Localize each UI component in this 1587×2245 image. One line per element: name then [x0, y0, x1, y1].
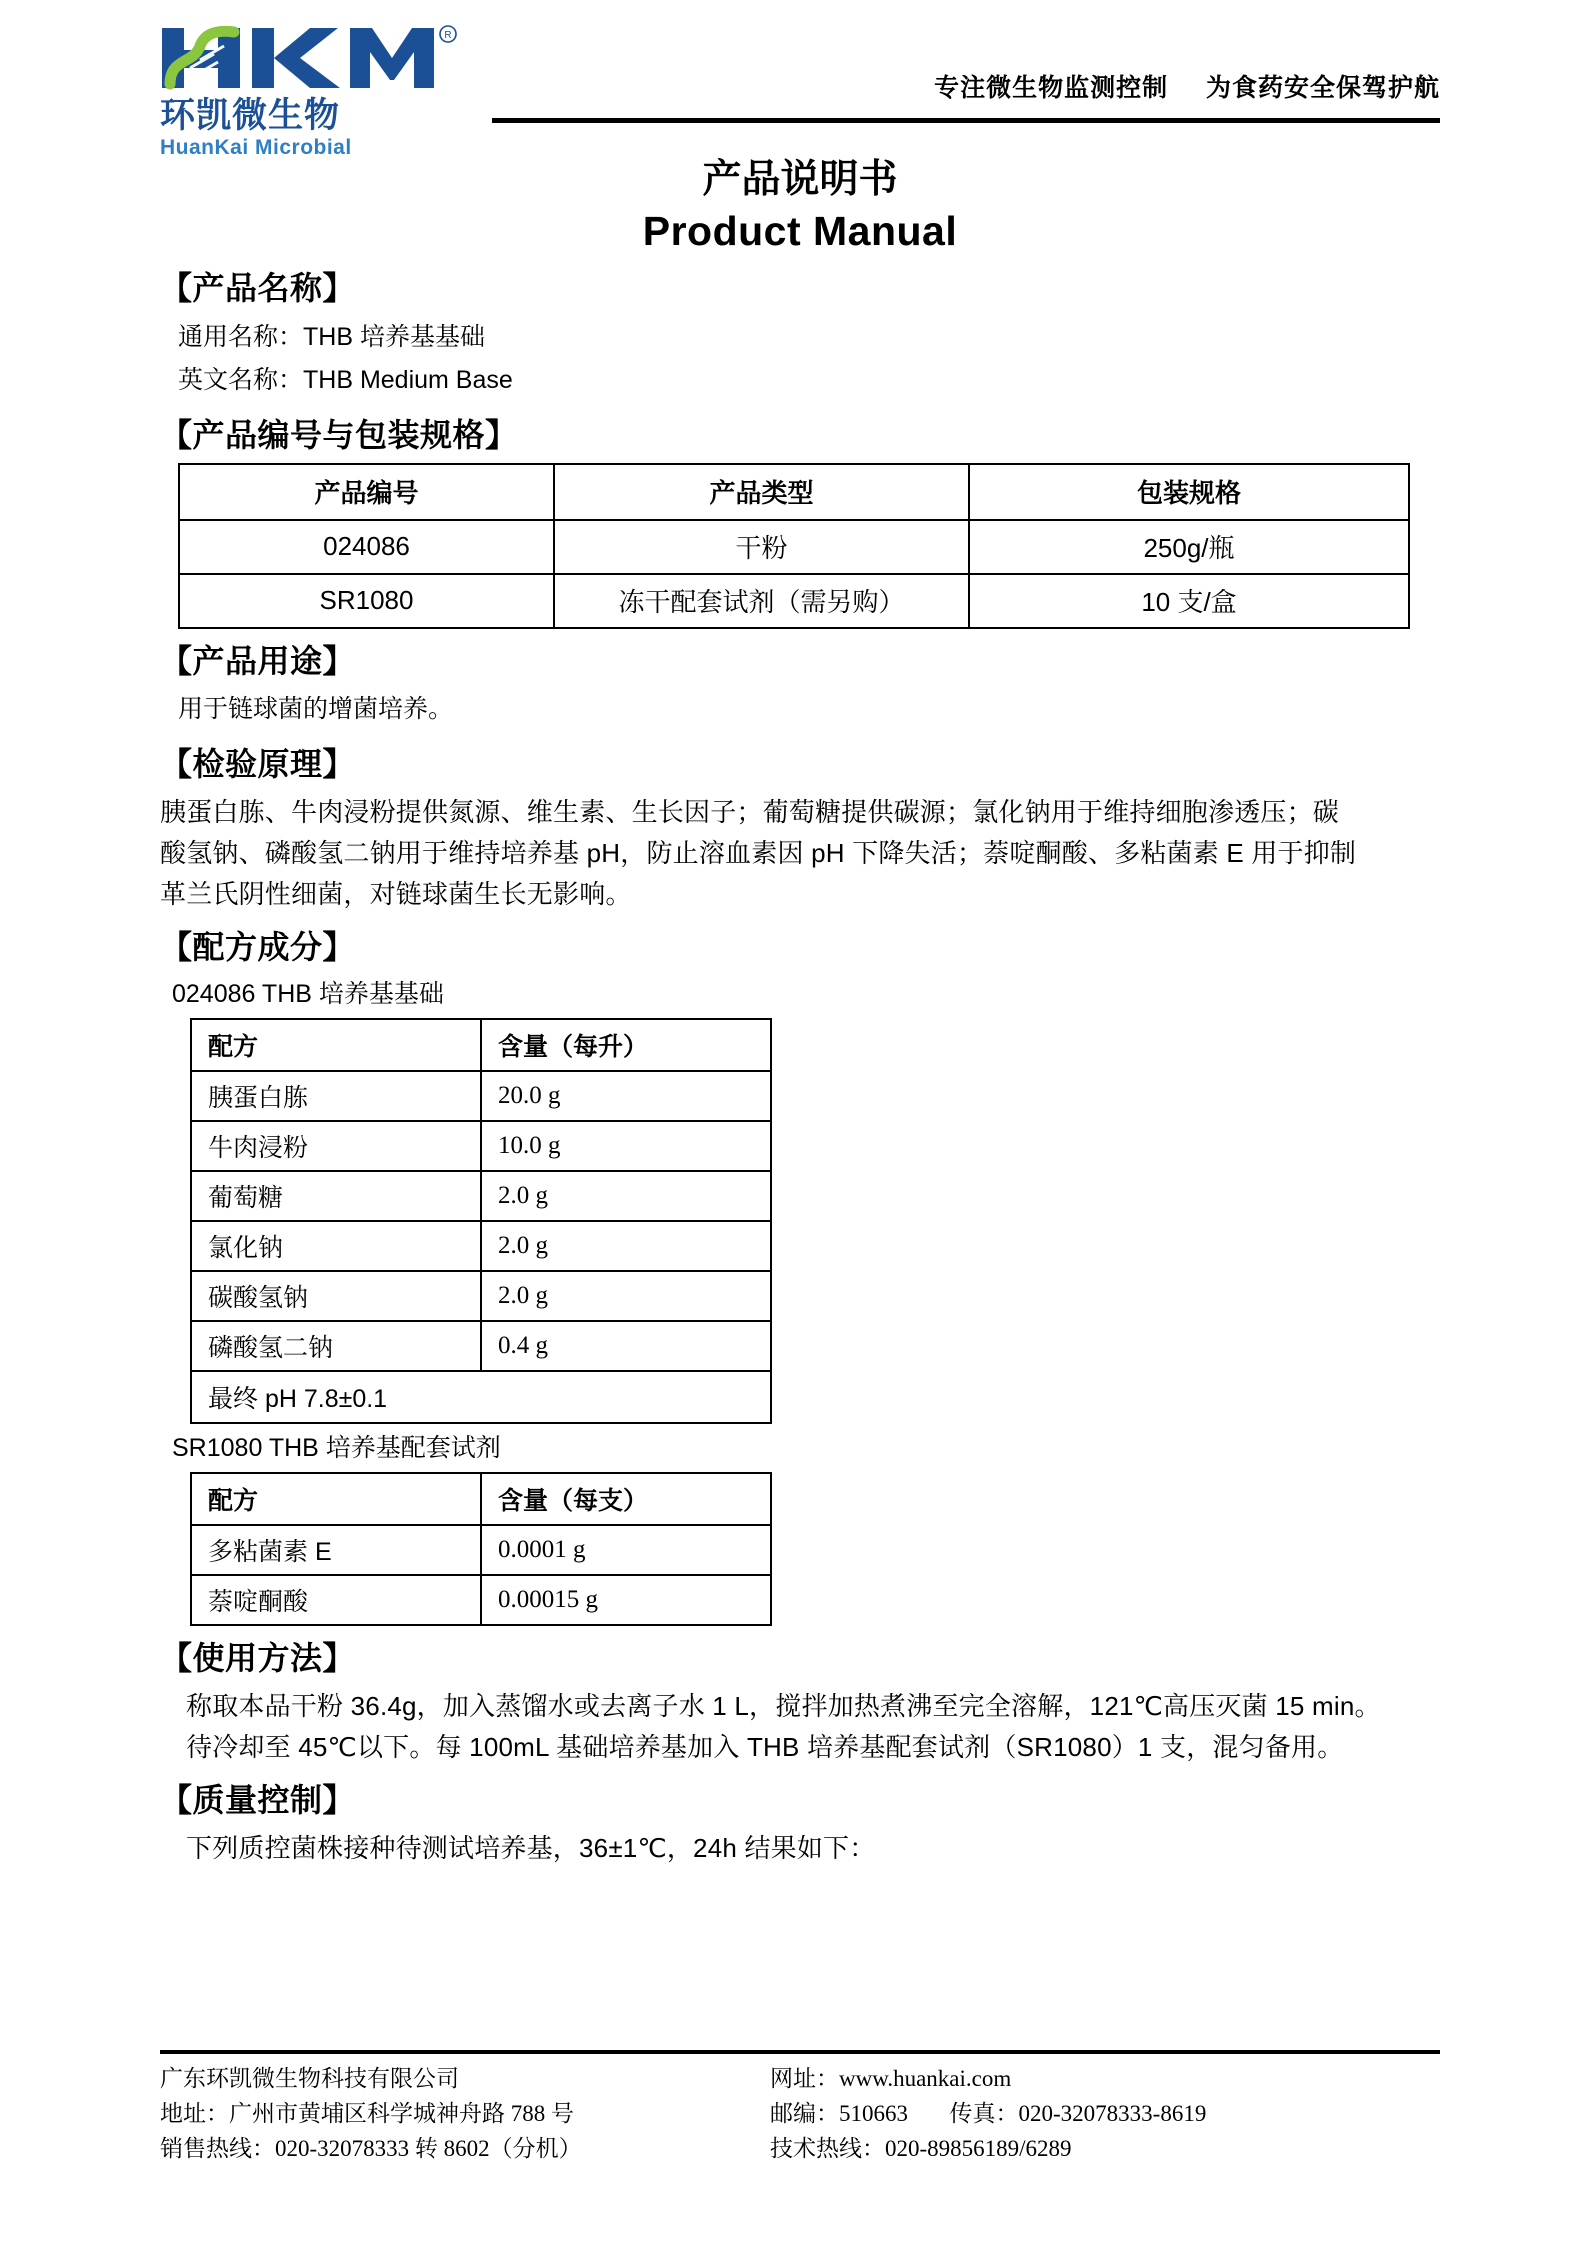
cell-ingredient: 牛肉浸粉 — [191, 1121, 481, 1171]
column-header-product-code: 产品编号 — [179, 464, 554, 520]
principle-line: 胰蛋白胨、牛肉浸粉提供氮源、维生素、生长因子；葡萄糖提供碳源；氯化钠用于维持细胞渗透压；碳 — [160, 796, 1340, 827]
cell-amount: 0.00015 g — [481, 1575, 771, 1625]
table-row — [191, 1575, 771, 1625]
usage-purpose-text: 用于链球菌的增菌培养。 — [178, 695, 454, 724]
section-heading-formula: 【配方成分】 — [160, 928, 356, 965]
cell-ingredient: 碳酸氢钠 — [191, 1271, 481, 1321]
table-row — [179, 520, 1409, 574]
section-heading-method: 【使用方法】 — [160, 1640, 356, 1677]
svg-text:R: R — [444, 30, 452, 41]
cell-amount: 2.0 g — [481, 1271, 771, 1321]
section-heading-usage-purpose: 【产品用途】 — [160, 642, 356, 679]
quality-control-text: 下列质控菌株接种待测试培养基，36±1℃，24h 结果如下： — [186, 1832, 876, 1863]
method-line: 称取本品干粉 36.4g，加入蒸馏水或去离子水 1 L，搅拌加热煮沸至完全溶解，121℃高压灭菌 15 min。 — [186, 1691, 1381, 1722]
principle-line: 革兰氏阴性细菌，对链球菌生长无影响。 — [160, 878, 632, 909]
logo-chinese-name: 环凯微生物 — [160, 96, 341, 135]
cell-amount: 2.0 g — [481, 1221, 771, 1271]
formula-supplement-caption: SR1080 THB 培养基配套试剂 — [172, 1434, 501, 1463]
footer-postcode: 邮编：510663 — [770, 2101, 908, 2127]
footer-left-column — [160, 2062, 760, 2167]
product-english-name: 英文名称：THB Medium Base — [178, 366, 513, 395]
cell-ingredient: 萘啶酮酸 — [191, 1575, 481, 1625]
page-content — [160, 0, 1440, 1869]
product-spec-table — [178, 463, 1410, 629]
page-title-en: Product Manual — [642, 207, 958, 254]
section-heading-quality-control: 【质量控制】 — [160, 1782, 356, 1819]
section-heading-principle: 【检验原理】 — [160, 746, 356, 783]
formula-base-table — [190, 1018, 772, 1424]
cell-product-code: 024086 — [179, 520, 554, 574]
footer-tech-hotline: 技术热线：020-89856189/6289 — [770, 2136, 1072, 2162]
logo-english-name: HuanKai Microbial — [160, 136, 352, 159]
footer-columns — [160, 2062, 1440, 2167]
footer-sales-hotline: 销售热线：020-32078333 转 8602（分机） — [160, 2136, 582, 2162]
principle-line: 酸氢钠、磷酸氢二钠用于维持培养基 pH，防止溶血素因 pH 下降失活；萘啶酮酸、多粘菌素 E 用于抑制 — [160, 837, 1357, 868]
table-row — [191, 1321, 771, 1371]
footer-right-column — [760, 2062, 1440, 2167]
page-header — [160, 0, 1440, 159]
table-row — [191, 1171, 771, 1221]
cell-package-spec: 10 支/盒 — [969, 574, 1409, 628]
method-line: 待冷却至 45℃以下。每 100mL 基础培养基加入 THB 培养基配套试剂（SR1080）1 支，混匀备用。 — [186, 1732, 1344, 1763]
cell-product-type: 冻干配套试剂（需另购） — [554, 574, 969, 628]
table-header-row — [179, 464, 1409, 520]
footer-company-name: 广东环凯微生物科技有限公司 — [160, 2066, 459, 2092]
column-header-formula: 配方 — [191, 1019, 481, 1071]
header-divider — [492, 118, 1440, 123]
cell-ingredient: 葡萄糖 — [191, 1171, 481, 1221]
column-header-content-per-liter: 含量（每升） — [481, 1019, 771, 1071]
column-header-product-type: 产品类型 — [554, 464, 969, 520]
page-footer — [160, 2050, 1440, 2167]
table-row-final-ph — [191, 1371, 771, 1423]
footer-address: 地址：广州市黄埔区科学城神舟路 788 号 — [160, 2101, 574, 2127]
footer-postcode-fax-row — [770, 2097, 1440, 2132]
footer-divider — [160, 2050, 1440, 2054]
page-title-cn: 产品说明书 — [702, 158, 898, 201]
cell-amount: 20.0 g — [481, 1071, 771, 1121]
table-row — [191, 1121, 771, 1171]
cell-amount: 2.0 g — [481, 1171, 771, 1221]
company-logo — [160, 24, 460, 159]
hkm-logo-mark — [160, 24, 460, 96]
cell-product-type: 干粉 — [554, 520, 969, 574]
cell-amount: 0.0001 g — [481, 1525, 771, 1575]
column-header-package-spec: 包装规格 — [969, 464, 1409, 520]
cell-amount: 10.0 g — [481, 1121, 771, 1171]
tagline-left: 专注微生物监测控制 — [934, 74, 1169, 102]
section-heading-product-code: 【产品编号与包装规格】 — [160, 417, 518, 454]
table-row — [191, 1221, 771, 1271]
footer-website: 网址：www.huankai.com — [770, 2066, 1012, 2092]
cell-final-ph: 最终 pH 7.8±0.1 — [191, 1371, 771, 1423]
cell-package-spec: 250g/瓶 — [969, 520, 1409, 574]
table-header-row — [191, 1019, 771, 1071]
cell-amount: 0.4 g — [481, 1321, 771, 1371]
column-header-content-per-vial: 含量（每支） — [481, 1473, 771, 1525]
table-row — [179, 574, 1409, 628]
formula-base-caption: 024086 THB 培养基基础 — [172, 980, 444, 1009]
table-header-row — [191, 1473, 771, 1525]
header-tagline — [934, 68, 1440, 104]
table-row — [191, 1525, 771, 1575]
cell-ingredient: 胰蛋白胨 — [191, 1071, 481, 1121]
column-header-formula: 配方 — [191, 1473, 481, 1525]
table-row — [191, 1071, 771, 1121]
table-row — [191, 1271, 771, 1321]
footer-fax: 传真：020-32078333-8619 — [949, 2101, 1207, 2127]
product-generic-name: 通用名称：THB 培养基基础 — [178, 322, 485, 351]
cell-product-code: SR1080 — [179, 574, 554, 628]
cell-ingredient: 多粘菌素 E — [191, 1525, 481, 1575]
section-heading-product-name: 【产品名称】 — [160, 270, 356, 307]
formula-supplement-table — [190, 1472, 772, 1626]
cell-ingredient: 氯化钠 — [191, 1221, 481, 1271]
cell-ingredient: 磷酸氢二钠 — [191, 1321, 481, 1371]
tagline-right: 为食药安全保驾护航 — [1205, 74, 1440, 102]
